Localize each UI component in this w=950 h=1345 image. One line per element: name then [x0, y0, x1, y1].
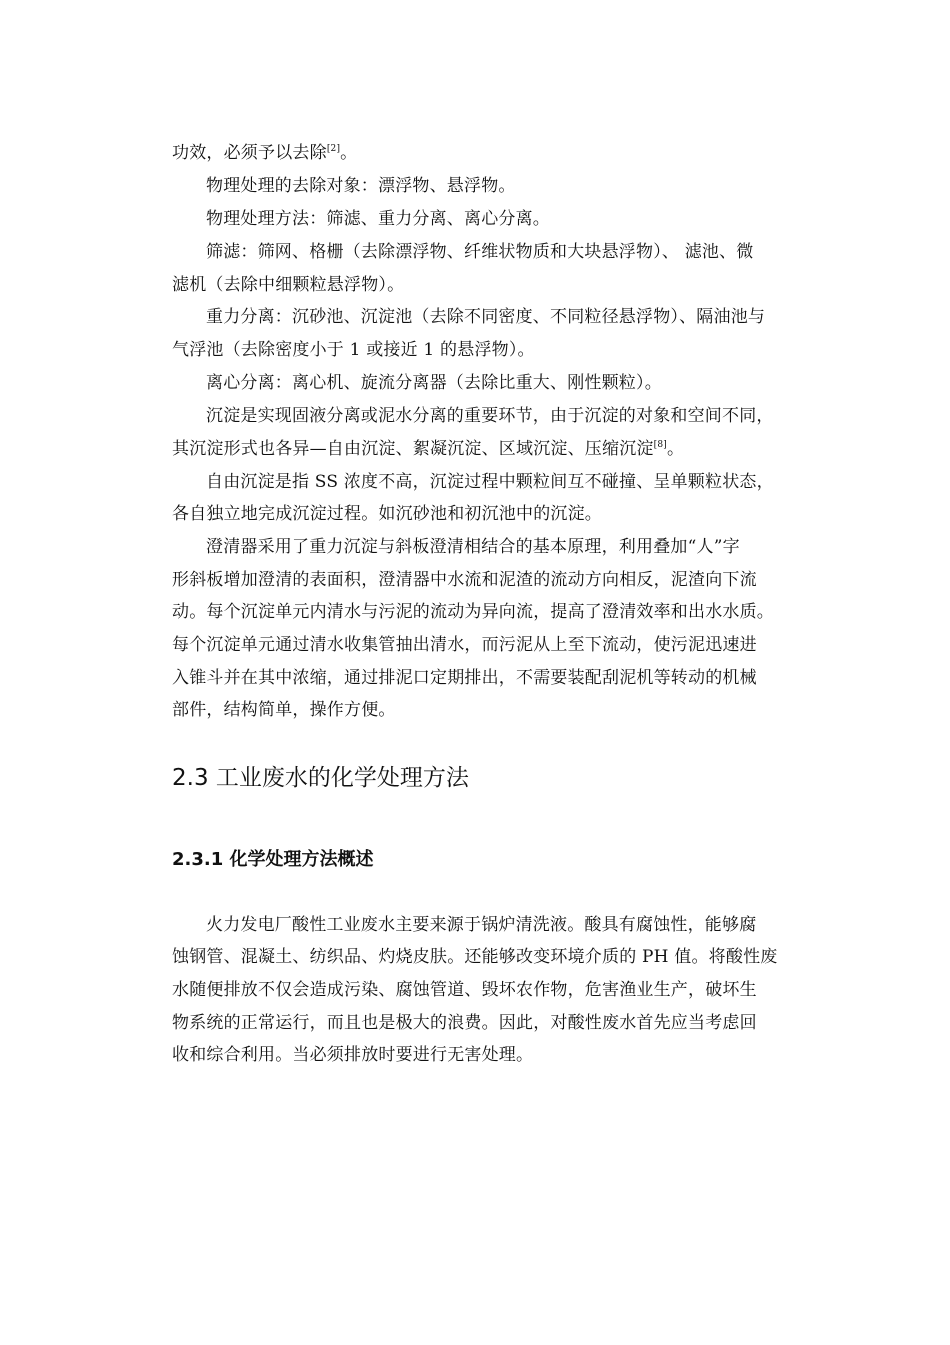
text-run: 。 [340, 143, 358, 163]
subsection-heading: 2.3.1 化学处理方法概述 [172, 849, 374, 870]
paragraph-line: 入锥斗并在其中浓缩，通过排泥口定期排出，不需要装配刮泥机等转动的机械 [172, 668, 757, 688]
list-line-screening: 筛滤：筛网、格栅（去除漂浮物、纤维状物质和大块悬浮物）、 滤池、微 [206, 242, 754, 262]
paragraph-line: 收和综合利用。当必须排放时要进行无害处理。 [172, 1045, 534, 1065]
text-run: 功效，必须予以去除 [172, 143, 327, 163]
paragraph-line: 物系统的正常运行，而且也是极大的浪费。因此，对酸性废水首先应当考虑回 [172, 1013, 757, 1033]
list-line-screening-cont: 滤机（去除中细颗粒悬浮物）。 [172, 275, 405, 295]
list-line-objects: 物理处理的去除对象：漂浮物、悬浮物。 [206, 176, 516, 196]
paragraph-line: 蚀钢管、混凝土、纺织品、灼烧皮肤。还能够改变环境介质的 PH 值。将酸性废 [172, 947, 778, 967]
paragraph-line: 沉淀是实现固液分离或泥水分离的重要环节，由于沉淀的对象和空间不同， [206, 406, 774, 426]
paragraph-line: 自由沉淀是指 SS 浓度不高，沉淀过程中颗粒间互不碰撞、呈单颗粒状态， [206, 472, 774, 492]
section-heading: 2.3 工业废水的化学处理方法 [172, 765, 469, 791]
list-line-gravity: 重力分离：沉砂池、沉淀池（去除不同密度、不同粒径悬浮物）、隔油池与 [206, 307, 766, 327]
paragraph-line [172, 438, 788, 460]
paragraph-line: 水随便排放不仅会造成污染、腐蚀管道、毁坏农作物，危害渔业生产，破坏生 [172, 980, 757, 1000]
list-line-centrifugal: 离心分离：离心机、旋流分离器（去除比重大、刚性颗粒）。 [206, 373, 662, 393]
paragraph-line: 各自独立地完成沉淀过程。如沉砂池和初沉池中的沉淀。 [172, 504, 602, 524]
list-line-gravity-cont: 气浮池（去除密度小于 1 或接近 1 的悬浮物）。 [172, 340, 535, 360]
citation-ref: [2] [326, 144, 341, 154]
paragraph-line: 每个沉淀单元通过清水收集管抽出清水，而污泥从上至下流动，使污泥迅速进 [172, 635, 757, 655]
paragraph-line [172, 142, 788, 164]
citation-ref: [8] [653, 440, 667, 450]
text-run: 。 [666, 439, 685, 459]
paragraph-line: 部件，结构简单，操作方便。 [172, 700, 396, 720]
text-run: 其沉淀形式也各异—自由沉淀、絮凝沉淀、区域沉淀、压缩沉淀 [172, 439, 654, 459]
paragraph-line: 动。每个沉淀单元内清水与污泥的流动为异向流，提高了澄清效率和出水水质。 [172, 602, 774, 622]
paragraph-line: 火力发电厂酸性工业废水主要来源于锅炉清洗液。酸具有腐蚀性，能够腐 [206, 915, 757, 935]
paragraph-line: 澄清器采用了重力沉淀与斜板澄清相结合的基本原理，利用叠加“人”字 [206, 537, 740, 557]
paragraph-line: 形斜板增加澄清的表面积，澄清器中水流和泥渣的流动方向相反，泥渣向下流 [172, 570, 757, 590]
list-line-methods: 物理处理方法：筛滤、重力分离、离心分离。 [206, 209, 550, 229]
